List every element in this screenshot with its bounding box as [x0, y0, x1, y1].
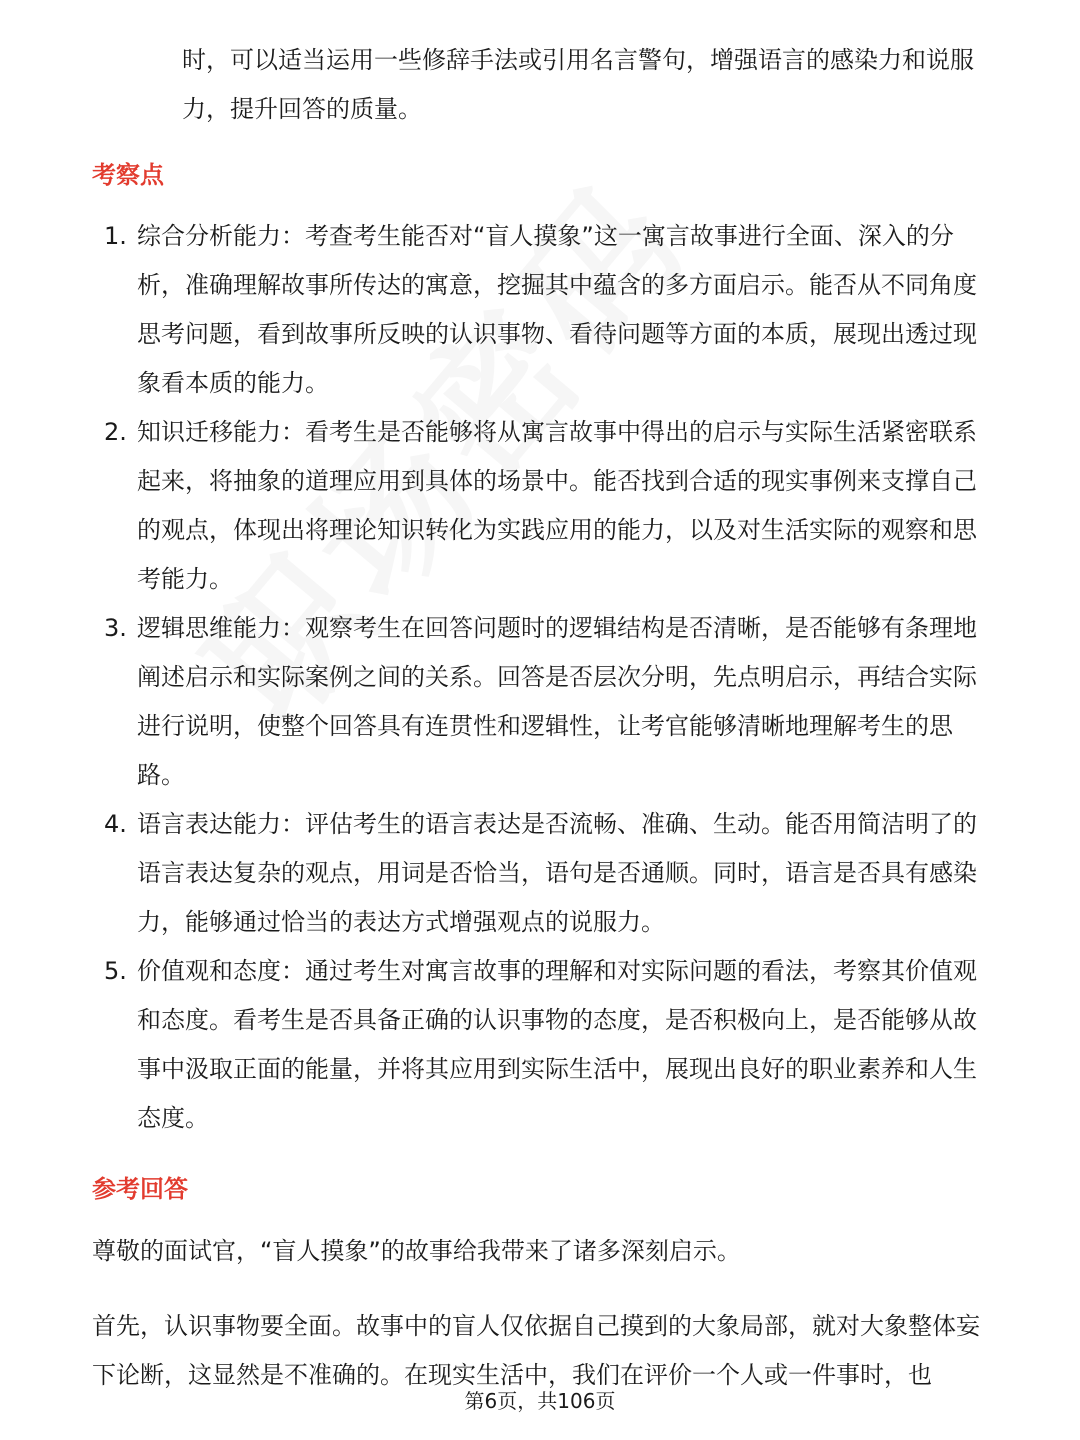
list-item: [0, 604, 980, 800]
list-item: [0, 800, 980, 947]
answer-paragraph-2: 首先，认识事物要全面。故事中的盲人仅依据自己摸到的大象局部，就对大象整体妄下论断，这显然是不准确的。在现实生活中，我们在评价一个人或一件事时，也: [92, 1312, 980, 1389]
list-item-number: 5.: [104, 957, 127, 985]
list-item-number: 2.: [104, 418, 127, 446]
list-item-text: 价值观和态度：通过考生对寓言故事的理解和对实际问题的看法，考察其价值观和态度。看考生是否具备正确的认识事物的态度，是否积极向上，是否能够从故事中汲取正面的能量，并将其应用到实际生活中，展现出良好的职业素养和人生态度。: [137, 957, 977, 1132]
intro-continuation: 时，可以适当运用一些修辞手法或引用名言警句，增强语言的感染力和说服力，提升回答的质量。: [182, 46, 974, 123]
page-number: 第6页，共106页: [464, 1389, 616, 1413]
list-item-text: 逻辑思维能力：观察考生在回答问题时的逻辑结构是否清晰，是否能够有条理地阐述启示和实际案例之间的关系。回答是否层次分明，先点明启示，再结合实际进行说明，使整个回答具有连贯性和逻辑性，让考官能够清晰地理解考生的思路。: [137, 614, 977, 789]
list-item-text: 知识迁移能力：看考生是否能够将从寓言故事中得出的启示与实际生活紧密联系起来，将抽象的道理应用到具体的场景中。能否找到合适的现实事例来支撑自己的观点，体现出将理论知识转化为实践应用的能力，以及对生活实际的观察和思考能力。: [137, 418, 977, 593]
list-item-text: 综合分析能力：考查考生能否对“盲人摸象”这一寓言故事进行全面、深入的分析，准确理解故事所传达的寓意，挖掘其中蕴含的多方面启示。能否从不同角度思考问题，看到故事所反映的认识事物、看待问题等方面的本质，展现出透过现象看本质的能力。: [137, 222, 977, 397]
list-item: [0, 947, 980, 1143]
section-title-focus: 考察点: [92, 161, 164, 189]
focus-list: [0, 212, 1080, 1143]
list-item-number: 3.: [104, 614, 127, 642]
list-item: [0, 408, 980, 604]
answer-paragraph-1: 尊敬的面试官，“盲人摸象”的故事给我带来了诸多深刻启示。: [92, 1237, 741, 1265]
list-item-text: 语言表达能力：评估考生的语言表达是否流畅、准确、生动。能否用简洁明了的语言表达复杂的观点，用词是否恰当，语句是否通顺。同时，语言是否具有感染力，能够通过恰当的表达方式增强观点的说服力。: [137, 810, 977, 936]
list-item: [0, 212, 980, 408]
list-item-number: 1.: [104, 222, 127, 250]
list-item-number: 4.: [104, 810, 127, 838]
section-title-answer: 参考回答: [92, 1175, 188, 1203]
